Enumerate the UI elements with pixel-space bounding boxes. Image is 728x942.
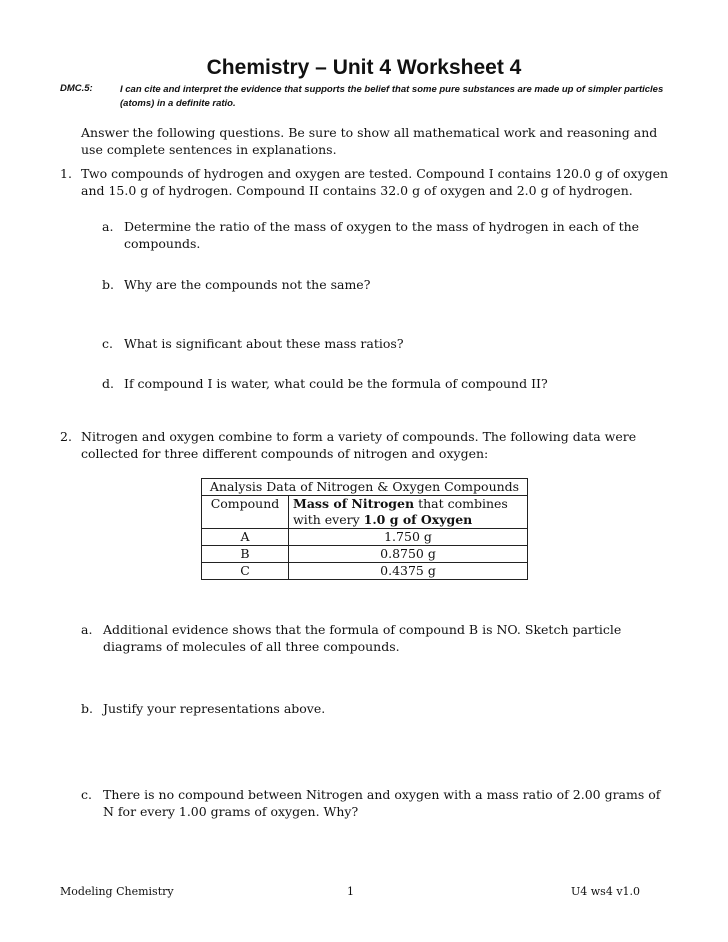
instructions: Answer the following questions. Be sure to show all mathematical work and reasoning and use complete sentences in explanations. <box>81 125 658 157</box>
compound-cell: C <box>202 563 289 580</box>
question-2-number: 2. <box>60 429 72 444</box>
compound-cell: A <box>202 529 289 546</box>
column-header-mass <box>289 496 528 529</box>
question-2c-text: There is no compound between Nitrogen and oxygen with a mass ratio of 2.00 grams of N for every 1.00 grams of oxygen. Why? <box>103 787 661 819</box>
question-1a-letter: a. <box>102 219 114 234</box>
question-1b-text: Why are the compounds not the same? <box>124 277 371 292</box>
table-row <box>202 546 528 563</box>
question-2b-text: Justify your representations above. <box>103 701 326 716</box>
mass-cell: 0.8750 g <box>289 546 528 563</box>
question-2a-letter: a. <box>81 622 93 637</box>
column-header-compound: Compound <box>202 496 289 529</box>
nitrogen-oxygen-table <box>201 478 528 580</box>
table-row <box>202 563 528 580</box>
question-1c-text: What is significant about these mass ratios? <box>124 336 404 351</box>
mass-cell: 0.4375 g <box>289 563 528 580</box>
question-1b-letter: b. <box>102 277 114 292</box>
footer-left: Modeling Chemistry <box>60 885 174 898</box>
question-1d-text: If compound I is water, what could be the formula of compound II? <box>124 376 548 391</box>
mass-cell: 1.750 g <box>289 529 528 546</box>
question-1a-text: Determine the ratio of the mass of oxygen to the mass of hydrogen in each of the compounds. <box>124 219 640 251</box>
table-row <box>202 529 528 546</box>
question-1c-letter: c. <box>102 336 113 351</box>
question-2-text: Nitrogen and oxygen combine to form a variety of compounds. The following data were collected for three different compounds of nitrogen and oxygen: <box>81 429 637 461</box>
question-2a-text: Additional evidence shows that the formula of compound B is NO. Sketch particle diagrams of molecules of all three compounds. <box>103 622 622 654</box>
question-2c-letter: c. <box>81 787 92 802</box>
column-header-oxygen-bold: 1.0 g of Oxygen <box>363 512 473 527</box>
standard-text: I can cite and interpret the evidence that supports the belief that some pure substances are made up of simpler particles (atoms) in a definite ratio. <box>120 84 664 109</box>
question-1-text: Two compounds of hydrogen and oxygen are tested. Compound I contains 120.0 g of oxygen and 15.0 g of hydrogen. Compound II contains 32.0 g of oxygen and 2.0 g of hydrogen. <box>81 166 669 198</box>
question-1d-letter: d. <box>102 376 114 391</box>
question-2b-letter: b. <box>81 701 93 716</box>
table-caption: Analysis Data of Nitrogen & Oxygen Compounds <box>202 479 528 496</box>
page-number: 1 <box>347 885 354 898</box>
compound-cell: B <box>202 546 289 563</box>
column-header-mass-mid: that combines with every <box>293 496 508 527</box>
page-title: Chemistry – Unit 4 Worksheet 4 <box>206 56 522 79</box>
question-1-number: 1. <box>60 166 72 181</box>
column-header-mass-bold: Mass of Nitrogen <box>293 496 415 511</box>
standard-code: DMC.5: <box>60 83 93 94</box>
footer-right: U4 ws4 v1.0 <box>571 885 641 898</box>
